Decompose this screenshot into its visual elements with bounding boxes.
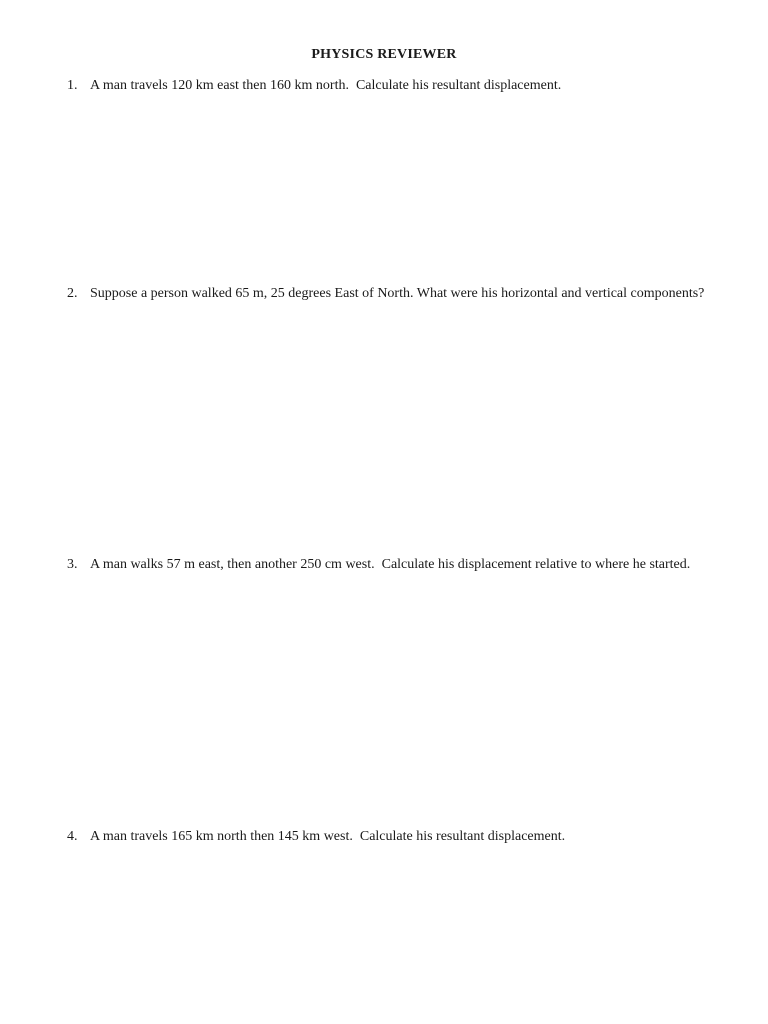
question-number: 2. — [67, 286, 78, 301]
question-number: 1. — [67, 78, 78, 93]
question-text: A man travels 120 km east then 160 km north. Calculate his resultant displacement. — [90, 78, 562, 93]
question-item — [67, 77, 707, 95]
question-text: A man travels 165 km north then 145 km west. Calculate his resultant displacement. — [90, 829, 566, 844]
question-item — [67, 556, 707, 574]
question-text: A man walks 57 m east, then another 250 cm west. Calculate his displacement relative to where he started. — [90, 557, 691, 572]
question-text: Suppose a person walked 65 m, 25 degrees East of North. What were his horizontal and vertical components? — [90, 286, 705, 301]
question-number: 4. — [67, 829, 78, 844]
question-item — [67, 828, 707, 846]
page-title: PHYSICS REVIEWER — [311, 47, 457, 62]
question-item — [67, 285, 707, 303]
question-number: 3. — [67, 557, 78, 572]
